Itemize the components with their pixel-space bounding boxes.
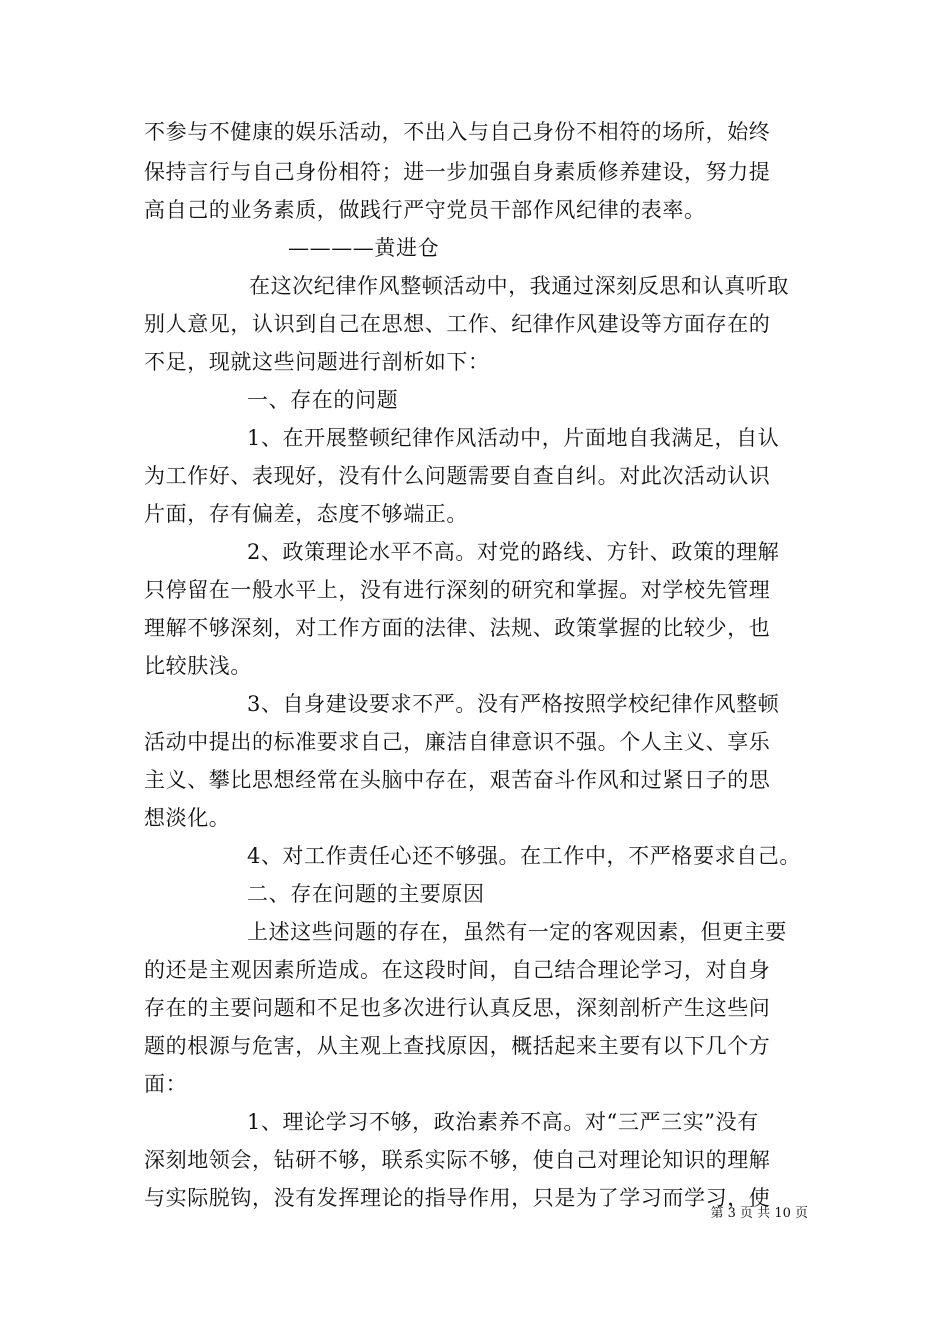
- text-line: 活动中提出的标准要求自己，廉洁自律意识不强。个人主义、享乐: [144, 730, 771, 754]
- text-line: 不参与不健康的娱乐活动，不出入与自己身份不相符的场所，始终: [144, 120, 771, 144]
- text-line: 题的根源与危害，从主观上查找原因，概括起来主要有以下几个方: [144, 1034, 771, 1058]
- section-heading: 二、存在问题的主要原因: [247, 882, 485, 906]
- text-line: 1、理论学习不够，政治素养不高。对“三严三实”没有: [247, 1110, 759, 1134]
- text-line: 4、对工作责任心还不够强。在工作中，不严格要求自己。: [247, 844, 801, 868]
- text-line: 高自己的业务素质，做践行严守党员干部作风纪律的表率。: [144, 198, 706, 222]
- text-line: 主义、攀比思想经常在头脑中存在，艰苦奋斗作风和过紧日子的思: [144, 768, 771, 792]
- text-line: 在这次纪律作风整顿活动中，我通过深刻反思和认真听取: [249, 274, 789, 298]
- text-line: 理解不够深刻，对工作方面的法律、法规、政策掌握的比较少，也: [144, 616, 771, 640]
- text-line: 深刻地领会，钻研不够，联系实际不够，使自己对理论知识的理解: [144, 1148, 771, 1172]
- text-line: 比较肤浅。: [144, 654, 252, 678]
- text-line: 别人意见，认识到自己在思想、工作、纪律作风建设等方面存在的: [144, 312, 771, 336]
- text-line: 保持言行与自己身份相符；进一步加强自身素质修养建设，努力提: [144, 160, 771, 184]
- text-line: 的还是主观因素所造成。在这段时间，自己结合理论学习，对自身: [144, 958, 771, 982]
- text-line: 1、在开展整顿纪律作风活动中，片面地自我满足，自认: [247, 426, 780, 450]
- text-line: 2、政策理论水平不高。对党的路线、方针、政策的理解: [247, 540, 780, 564]
- text-line: 只停留在一般水平上，没有进行深刻的研究和掌握。对学校先管理: [144, 578, 771, 602]
- page-number: 第 3 页 共 10 页: [710, 1206, 808, 1221]
- section-heading: 一、存在的问题: [247, 388, 399, 412]
- text-line: 为工作好、表现好，没有什么问题需要自查自纠。对此次活动认识: [144, 464, 771, 488]
- signature-line: ————黄进仓: [288, 236, 440, 260]
- text-line: 3、自身建设要求不严。没有严格按照学校纪律作风整顿: [247, 692, 780, 716]
- text-line: 面：: [144, 1072, 188, 1096]
- text-line: 片面，存有偏差，态度不够端正。: [144, 502, 468, 526]
- text-line: 上述这些问题的存在，虽然有一定的客观因素，但更主要: [247, 920, 787, 944]
- text-line: 与实际脱钩，没有发挥理论的指导作用，只是为了学习而学习，使: [144, 1186, 771, 1210]
- text-line: 想淡化。: [144, 806, 231, 830]
- text-line: 不足，现就这些问题进行剖析如下：: [144, 350, 490, 374]
- text-line: 存在的主要问题和不足也多次进行认真反思，深刻剖析产生这些问: [144, 996, 771, 1020]
